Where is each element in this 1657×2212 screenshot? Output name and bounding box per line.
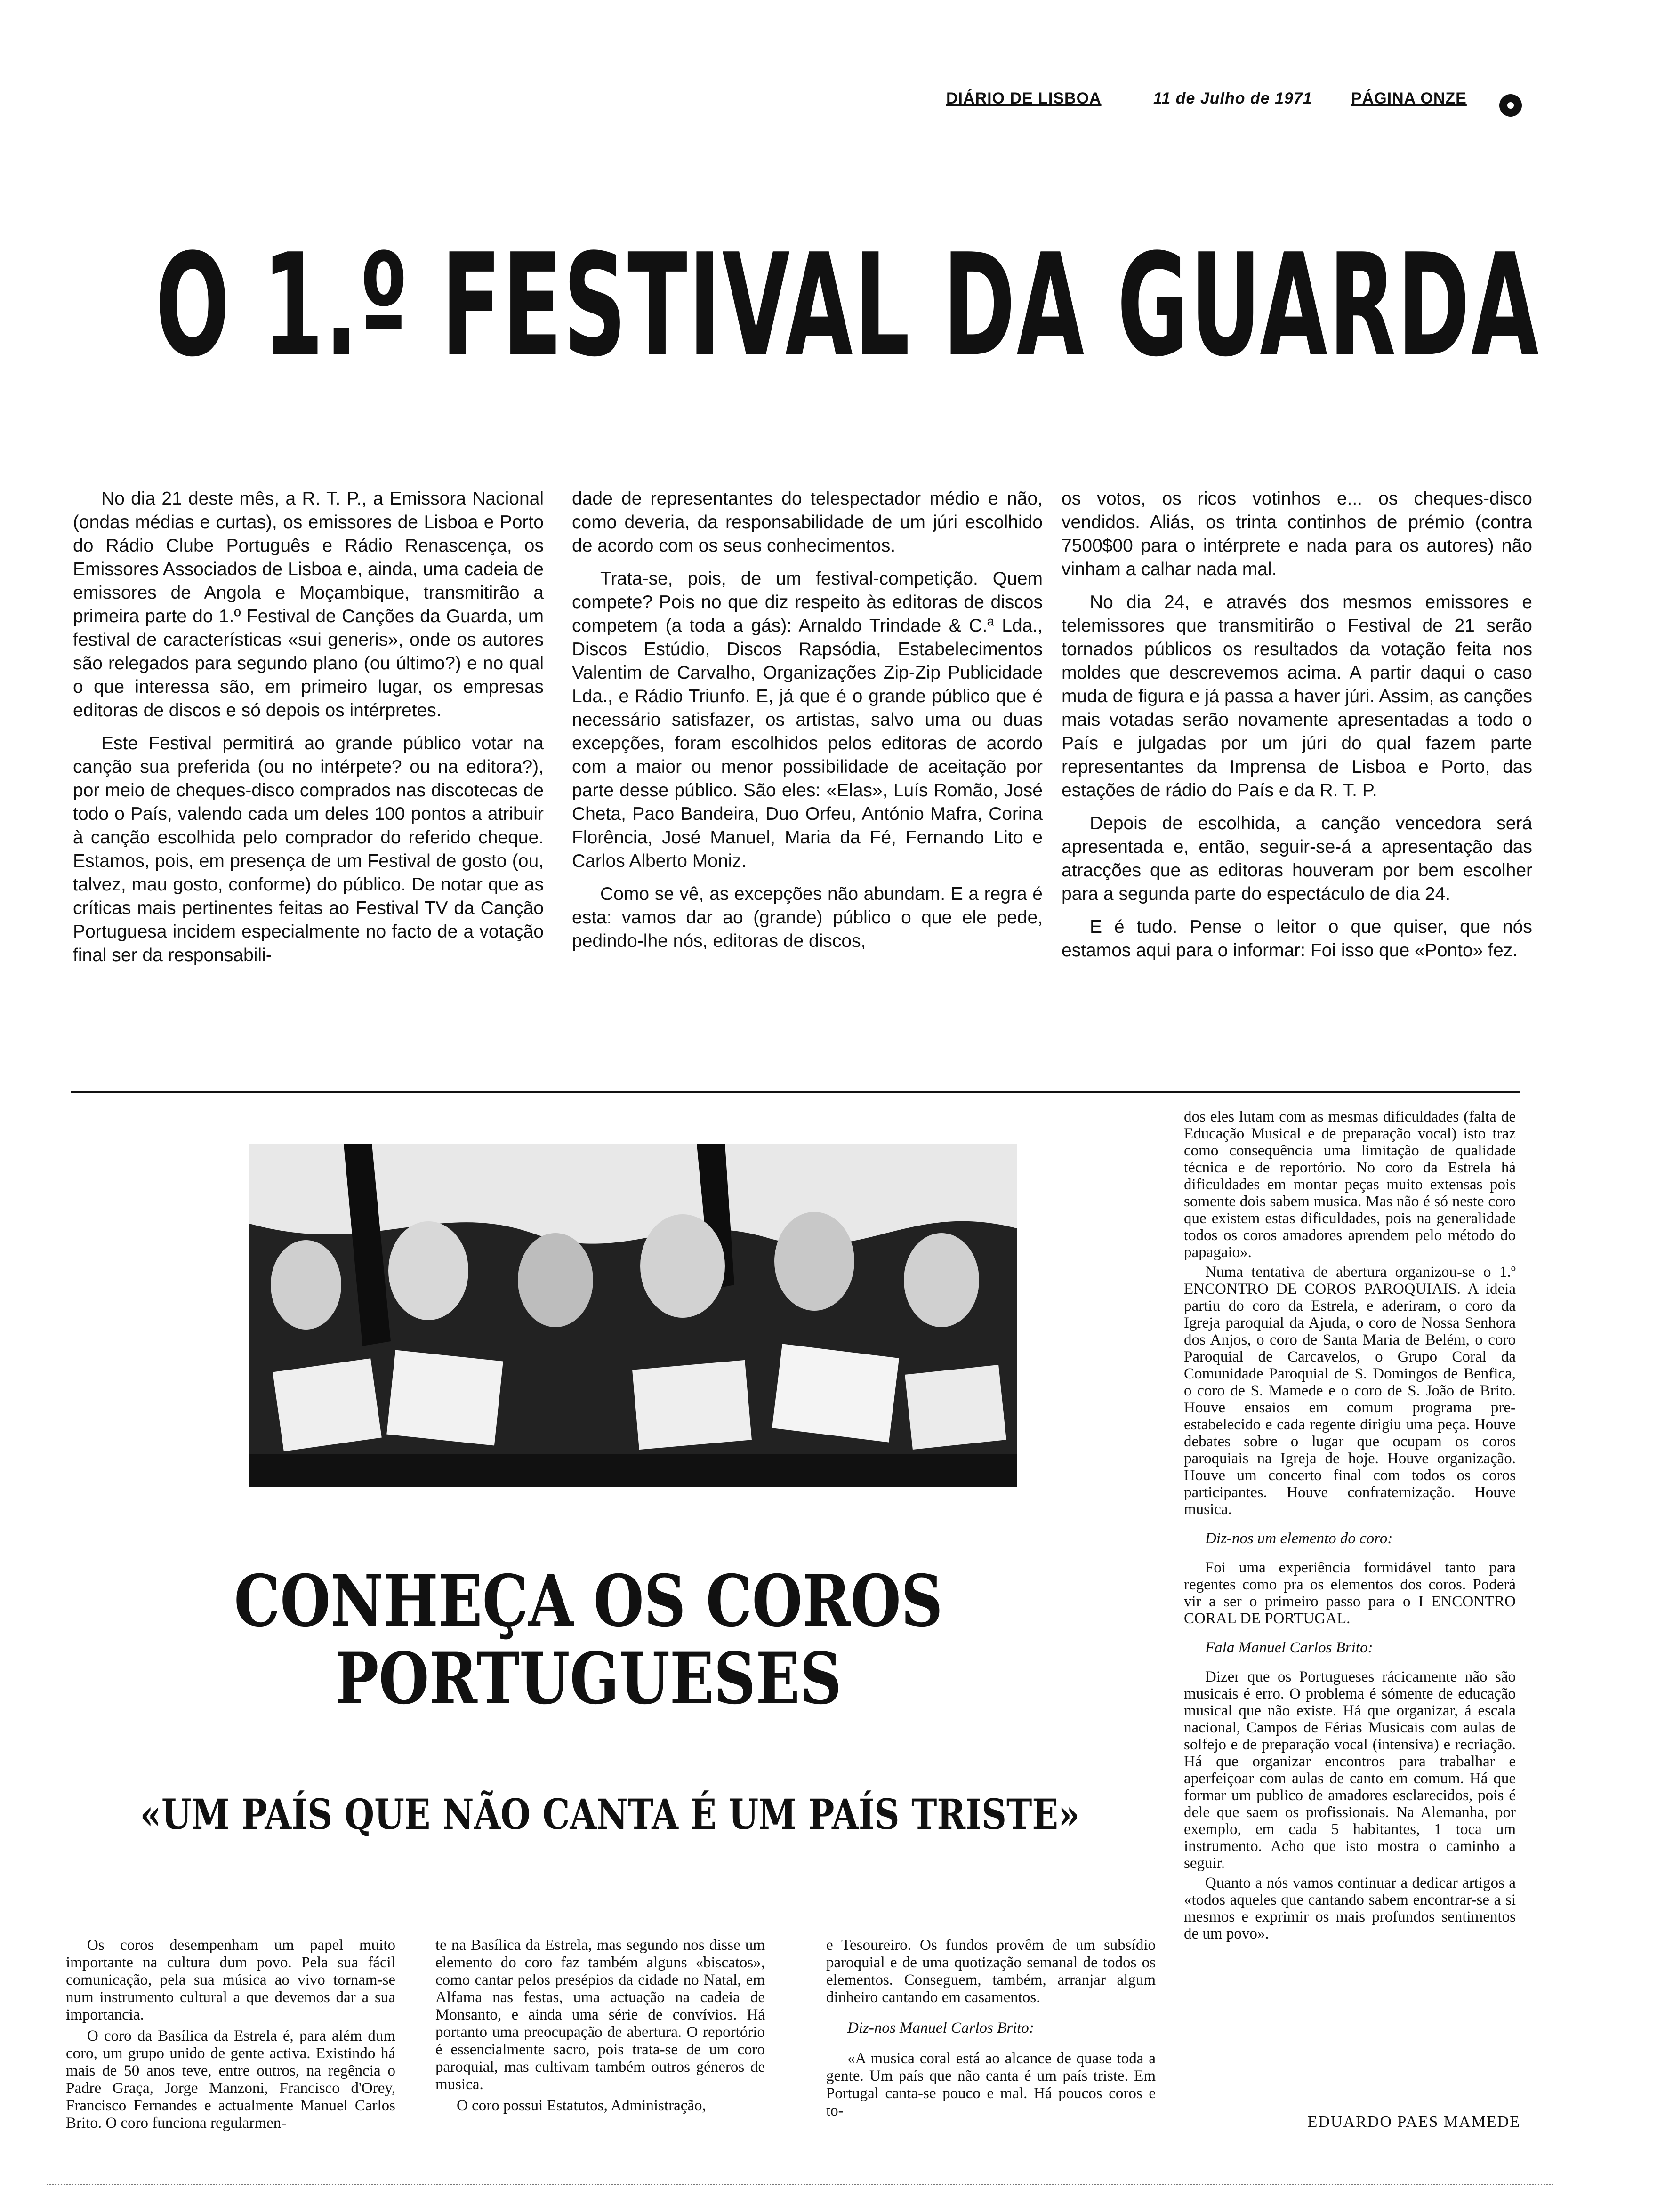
article-paragraph: No dia 24, e através dos mesmos emissores e telemissores que transmitirão o Festival de 21 serão tornados públicos os resultados da votação feita nos moldes que descrevemos acima. A partir daqui o caso muda de figura e já passa a haver júri. Assim, as canções mais votadas serão novamente apresentadas a todo o País e julgadas por um júri do qual fazem parte representantes da Imprensa de Lisboa e Porto, das estações de rádio do País e da R. T. P. — [1062, 592, 1532, 801]
article-paragraph: O coro possui Estatutos, Administração, — [457, 2097, 706, 2114]
article-column-2 — [572, 487, 1043, 1094]
article-paragraph: E é tudo. Pense o leitor o que quiser, que nós estamos aqui para o informar: Foi isso que «Ponto» fez. — [1062, 917, 1532, 961]
article-paragraph: dade de representantes do telespectador médio e não, como deveria, da responsabilidade de um júri escolhido de acordo com os seus conhecimentos. — [572, 489, 1043, 556]
article-paragraph: Numa tentativa de abertura organizou-se o 1.º ENCONTRO DE COROS PAROQUIAIS. A ideia partiu do coro da Estrela, e aderiram, o coro da Igreja paroquial da Ajuda, o coro de Nossa Senhora dos Anjos, o coro de Santa Maria de Belém, o coro Paroquial de Carcavelos, o Grupo Coral da Comunidade Paroquial de S. Domingos de Benfica, o coro de S. Mamede e o coro de S. João de Brito. Houve ensaios em comum programa pre-estabelecido e cada regente dirigiu uma peça. Houve debates sobre o lugar que ocupam os coros paroquiais na Igreja de hoje. Houve organização. Houve um concerto final com todos os coros participantes. Houve confraternização. Houve musica. — [1184, 1264, 1516, 1518]
page-bottom-rule — [47, 2184, 1553, 2185]
article-column-1 — [73, 487, 544, 1094]
main-headline: O 1.º FESTIVAL DA GUARDA — [155, 224, 1540, 388]
section-divider — [71, 1091, 1520, 1093]
publication-name: DIÁRIO DE LISBOA — [946, 89, 1102, 107]
quote-caption: Fala Manuel Carlos Brito: — [1205, 1639, 1373, 1656]
article-paragraph: te na Basílica da Estrela, mas segundo nos disse um elemento do coro faz também alguns «biscatos», como cantar pelos presépios da cidade no Natal, em Alfama nas festas, uma actuação na cadeia de Monsanto, e ainda uma série de convívios. Há portanto uma preocupação de abertura. O reportório é essencialmente sacro, pois trata-se de um coro paroquial, mas cultivam também outros géneros de musica. — [435, 1937, 765, 2093]
choir-article-column-2 — [435, 1937, 765, 2158]
article-column-3 — [1062, 487, 1532, 1094]
author-signature: EDUARDO PAES MAMEDE — [1307, 2113, 1520, 2131]
issue-date: 11 de Julho de 1971 — [1153, 89, 1312, 107]
page-header — [946, 89, 1473, 118]
choir-article-column-1 — [66, 1937, 395, 2158]
article-paragraph: Quanto a nós vamos continuar a dedicar artigos a «todos aqueles que cantando sabem encontrar-se a si mesmos e exprimir os mais profundos sentimentos de um povo». — [1184, 1875, 1516, 1942]
choir-article-column-3 — [826, 1937, 1156, 2158]
choir-photo — [249, 1144, 1017, 1487]
page-marker-dot-icon — [1499, 94, 1522, 117]
quote-caption: Diz-nos um elemento do coro: — [1205, 1530, 1393, 1547]
article-paragraph: dos eles lutam com as mesmas dificuldades (falta de Educação Musical e de preparação vocal) isto traz como consequência uma limitação de qualidade técnica e de reportório. No coro da Estrela há dificuldades em montar peças muito extensas pois somente dois sabem musica. Mas não é só neste coro que existem estas dificuldades, pois na generalidade todos os coros amadores aprendem pelo método do papagaio». — [1184, 1108, 1516, 1261]
article-paragraph: Este Festival permitirá ao grande público votar na canção sua preferida (ou no intérpete? ou na editora?), por meio de cheques-disco comprados nas discotecas de todo o País, valendo cada um deles 100 pontos a atribuir à canção escolhida pelo comprador do referido cheque. Estamos, pois, em presença de um Festival de gosto (ou, talvez, mau gosto, conforme) do público. De notar que as críticas mais pertinentes feitas ao Festival TV da Canção Portuguesa incidem especialmente no facto de a votação final ser da responsabili- — [73, 733, 544, 965]
article-paragraph: e Tesoureiro. Os fundos provêm de um subsídio paroquial e de uma quotização semanal de todos os elementos. Conseguem, também, arranjar algum dinheiro cantando em casamentos. — [826, 1937, 1156, 2006]
choir-photo-illustration — [249, 1144, 1017, 1487]
article-paragraph: O coro da Basílica da Estrela é, para além dum coro, um grupo unido de gente activa. Existindo há mais de 50 anos teve, entre outros, na regência o Padre Graça, Jorge Manzoni, Francisco d'Orey, Francisco Fernandes e actualmente Manuel Carlos Brito. O coro funciona regularmen- — [66, 2028, 395, 2132]
article-paragraph: os votos, os ricos votinhos e... os cheques-disco vendidos. Aliás, os trinta continhos de prémio (contra 7500$00 para o intérprete e nada para os autores) não vinham a calhar nada mal. — [1062, 489, 1532, 579]
article-paragraph: Foi uma experiência formidável tanto para regentes como pra os elementos dos coros. Poderá vir a ser o primeiro passo para o I ENCONTRO CORAL DE PORTUGAL. — [1184, 1559, 1516, 1627]
choir-article-right-column — [1184, 1108, 1516, 2158]
article-paragraph: Os coros desempenham um papel muito importante na cultura dum povo. Pela sua fácil comunicação, pela sua música ao vivo tornam-se num instrumento cultural a que devemos dar a sua importancia. — [66, 1937, 395, 2023]
page-label: PÁGINA ONZE — [1351, 89, 1467, 107]
section-subheadline: «UM PAÍS QUE NÃO CANTA É UM PAÍS TRISTE» — [140, 1790, 1080, 1839]
article-paragraph: «A musica coral está ao alcance de quase toda a gente. Um país que não canta é um país triste. Em Portugal canta-se pouco e mal. Há poucos coros e to- — [826, 2050, 1156, 2119]
article-paragraph: Como se vê, as excepções não abundam. E a regra é esta: vamos dar ao (grande) público o que ele pede, pedindo-lhe nós, editoras de discos, — [572, 884, 1043, 951]
article-paragraph: Trata-se, pois, de um festival-competição. Quem compete? Pois no que diz respeito às editoras de discos competem (a toda a gás): Arnaldo Trindade & C.ª Lda., Discos Estúdio, Discos Rapsódia, Estabelecimentos Valentim de Carvalho, Organizações Zip-Zip Publicidade Lda., e Rádio Triunfo. E, já que é o grande público que é necessário satisfazer, os artistas, salvo uma ou duas excepções, foram escolhidos pelos editoras de acordo com a maior ou menor possibilidade de aceitação por parte desse público. São eles: «Elas», Luís Romão, José Cheta, Paco Bandeira, Duo Orfeu, António Mafra, Corina Florência, José Manuel, Maria da Fé, Fernando Lito e Carlos Alberto Moniz. — [572, 569, 1043, 871]
article-paragraph: No dia 21 deste mês, a R. T. P., a Emissora Nacional (ondas médias e curtas), os emissores de Lisboa e Porto do Rádio Clube Português e Rádio Renascença, os Emissores Associados de Lisboa e, ainda, uma cadeia de emissores de Angola e Moçambique, transmitirão a primeira parte do 1.º Festival de Canções da Guarda, um festival de características «sui generis», onde os autores são relegados para segundo plano (ou último?) e no qual o que interessa são, em primeiro lugar, os empresas editoras de discos e só depois os intérpretes. — [73, 489, 544, 721]
article-paragraph: Dizer que os Portugueses rácicamente não são musicais é erro. O problema é sómente de educação musical que não existe. Há que organizar, á escala nacional, Campos de Férias Musicais com aulas de solfejo e de preparação vocal (intensiva) e recriação. Há que organizar encontros para trabalhar e aperfeiçoar com aulas de canto em comum. Há que formar um publico de amadores esclarecidos, pois é dele que saem os profissionais. Na Alemanha, por exemplo, em cada 5 habitantes, 1 toca um instrumento. Acho que isto mostra o caminho a seguir. — [1184, 1668, 1516, 1872]
quote-caption: Diz-nos Manuel Carlos Brito: — [847, 2020, 1034, 2036]
article-paragraph: Depois de escolhida, a canção vencedora será apresentada e, então, seguir-se-á a apresentação das atracções que as editoras houveram por bem escolher para a segunda parte do espectáculo de dia 24. — [1062, 813, 1532, 904]
section-headline: CONHEÇA OS COROS PORTUGUESES — [234, 1560, 943, 1720]
